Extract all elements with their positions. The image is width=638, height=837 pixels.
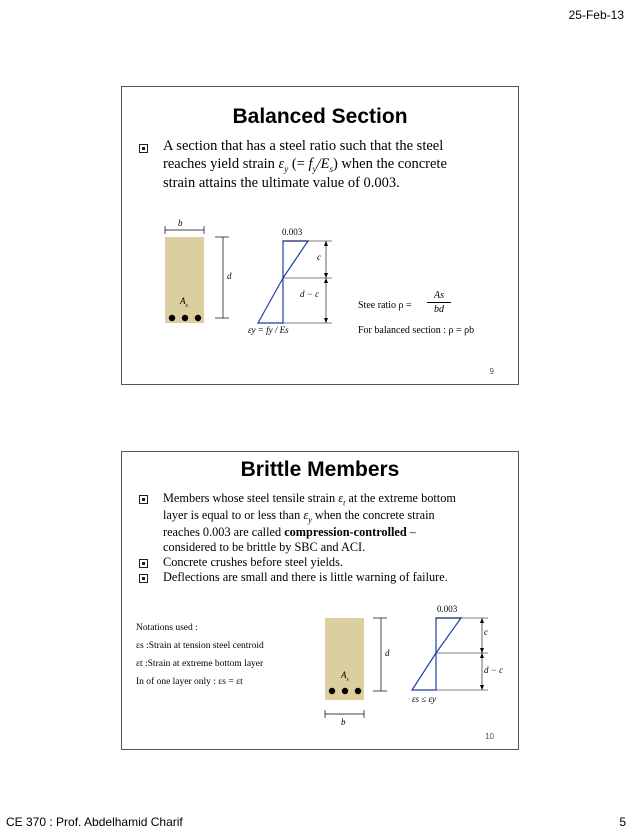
label-d-minus-c: d − c <box>300 289 320 299</box>
slide-title: Balanced Section <box>232 105 408 128</box>
rebar <box>329 688 335 694</box>
bullet-text: when the concrete strain <box>311 508 435 523</box>
rebar <box>355 688 361 694</box>
notation-line: In of one layer only : εs = εt <box>136 677 243 687</box>
bullet-text: Deflections are small and there is little warning of failure. <box>163 570 448 585</box>
label-strain-top: 0.003 <box>437 604 458 614</box>
notation-line: εt :Strain at extreme bottom layer <box>136 659 264 669</box>
bullet-text: layer is equal to or less than <box>163 508 304 523</box>
footer-course: CE 370 : Prof. Abdelhamid Charif <box>6 815 183 829</box>
label-eps-formula: εs ≤ εy <box>412 694 437 704</box>
page-date: 25-Feb-13 <box>568 8 624 22</box>
tension-strain-triangle <box>258 278 283 323</box>
arrowhead <box>324 318 328 323</box>
subscript: y <box>312 163 317 174</box>
arrowhead <box>480 685 484 690</box>
rebar <box>195 315 201 321</box>
beam-section <box>325 618 364 700</box>
label-b: b <box>341 717 346 727</box>
label-d-minus-c: d − c <box>484 665 504 675</box>
balanced-section-label: For balanced section : ρ = ρb <box>358 325 475 336</box>
slide-brittle-members <box>121 451 519 750</box>
label-d: d <box>227 271 232 281</box>
slide-title: Brittle Members <box>240 458 400 481</box>
arrowhead <box>480 648 484 653</box>
slide-balanced-section <box>121 86 519 385</box>
bullet-line: A section that has a steel ratio such that the steel <box>163 138 444 154</box>
bullet-text: Members whose steel tensile strain <box>163 491 339 505</box>
slide-number: 10 <box>485 732 494 741</box>
label-d: d <box>385 648 390 658</box>
label-as: $A_s$ <box>180 296 188 309</box>
bullet-text: (= <box>288 155 309 172</box>
subscript: y <box>284 163 289 174</box>
arrowhead <box>324 241 328 246</box>
bold-term: compression-controlled <box>284 525 407 540</box>
tension-strain-triangle <box>412 653 436 690</box>
slide-number: 9 <box>489 367 494 376</box>
fraction-numerator: As <box>427 289 451 303</box>
arrowhead <box>324 278 328 283</box>
page-number: 5 <box>619 815 626 829</box>
bullet-text: ) when the concrete <box>332 155 447 172</box>
compression-strain-triangle <box>283 241 308 278</box>
brittle-section-diagram <box>122 452 518 749</box>
notations-title: Notations used : <box>136 623 198 633</box>
e-symbol: E <box>320 155 330 172</box>
label-c: c <box>484 627 488 637</box>
bullet-text: – <box>406 525 416 540</box>
bullet-text: Concrete crushes before steel yields. <box>163 555 343 570</box>
fraction-denominator: bd <box>434 304 444 315</box>
steel-ratio-label: Stee ratio ρ = <box>358 300 412 311</box>
slash: / <box>316 155 321 172</box>
bullet-text: at the extreme bottom <box>345 491 456 505</box>
notation-line: εs :Strain at tension steel centroid <box>136 641 264 651</box>
label-c: c <box>317 252 321 262</box>
balanced-section-diagram <box>122 87 518 384</box>
subscript: y <box>308 515 312 525</box>
rebar <box>342 688 348 694</box>
label-eps-y-formula: εy = fy / Es <box>248 325 289 335</box>
arrowhead <box>480 653 484 658</box>
epsilon-symbol: ε <box>338 491 344 505</box>
bullet-line: strain attains the ultimate value of 0.003. <box>163 174 400 191</box>
bullet-line: reaches yield strain <box>163 155 279 172</box>
rebar <box>169 315 175 321</box>
compression-strain-triangle <box>436 618 461 653</box>
label-strain-top: 0.003 <box>282 227 303 237</box>
label-b: b <box>178 218 183 228</box>
epsilon-symbol: ε <box>278 155 285 172</box>
f-symbol: f <box>308 155 313 172</box>
subscript: t <box>343 498 346 508</box>
arrowhead <box>480 618 484 623</box>
epsilon-symbol: ε <box>303 508 309 523</box>
bullet-text: reaches 0.003 are called <box>163 525 285 540</box>
arrowhead <box>324 273 328 278</box>
beam-section <box>165 237 204 323</box>
rebar <box>182 315 188 321</box>
label-as: $A_s$ <box>341 670 349 683</box>
subscript: s <box>329 163 333 174</box>
bullet-text: considered to be brittle by SBC and ACI. <box>163 540 366 555</box>
steel-ratio-fraction <box>427 289 451 316</box>
